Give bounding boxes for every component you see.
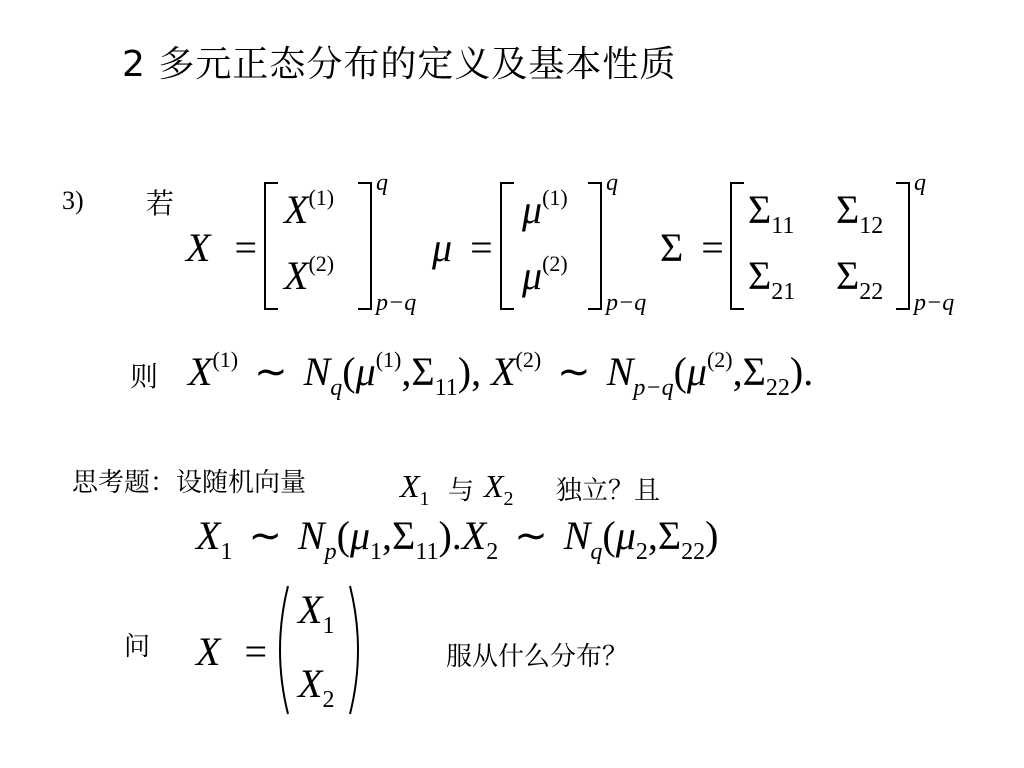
dim-q: q [914,170,926,196]
sigma22-entry: $\Sigma_{22}$ [836,253,884,305]
dim-q: q [376,170,388,196]
x1-symbol: $X_1$ [400,468,430,510]
equals: = [701,225,724,270]
question-lead: 思考题：设随机向量 [72,468,307,498]
x2-entry: $X^{(2)}$ [284,251,335,298]
x2-symbol: $X_2$ [484,468,514,510]
equals: = [244,629,267,674]
mu1-entry: $\mu^{(1)}$ [522,185,568,232]
dim-pmq: p−q [606,290,647,316]
x-symbol: X [186,225,211,270]
mu2-entry: $\mu^{(2)}$ [522,251,568,298]
if-word: 若 [146,187,175,220]
sigma21-entry: $\Sigma_{21}$ [748,253,796,305]
dim-q: q [606,170,618,196]
dim-pmq: p−q [914,290,955,316]
marginal-formula: $X^{(1)}$ ∼ $N_q(\mu^{(1)},\Sigma_{11})$, $X^{(2)}$ ∼ $N_{p-q}(\mu^{(2)},\Sigma_{22})$. [188,347,814,401]
independent-text: 独立？且 [556,476,661,506]
right-bracket [588,182,602,310]
ask-word: 问 [124,632,151,662]
question-tail: 服从什么分布？ [446,642,629,672]
item-number: 3) [62,186,84,215]
left-bracket [730,182,744,310]
mu-symbol: μ [432,225,453,270]
sigma11-entry: $\Sigma_{11}$ [748,187,795,239]
then-word: 则 [130,360,159,393]
and-word: 与 [448,476,475,506]
x2-entry: $X_2$ [298,661,335,713]
left-bracket [264,182,278,310]
equals: = [234,225,257,270]
x-symbol: X [196,629,221,674]
right-bracket [896,182,910,310]
given-formula: $X_1$ ∼ $N_p(\mu_1,\Sigma_{11}).X_2$ ∼ $N_q(\mu_2,\Sigma_{22})$ [196,513,719,565]
dim-pmq: p−q [376,290,417,316]
sigma12-entry: $\Sigma_{12}$ [836,187,884,239]
right-bracket [358,182,372,310]
left-bracket [500,182,514,310]
slide-title: 2 多元正态分布的定义及基本性质 [122,44,677,85]
sigma-symbol: Σ [660,225,684,270]
equals: = [470,225,493,270]
x1-entry: $X_1$ [298,587,335,639]
x1-entry: $X^{(1)}$ [284,185,335,232]
